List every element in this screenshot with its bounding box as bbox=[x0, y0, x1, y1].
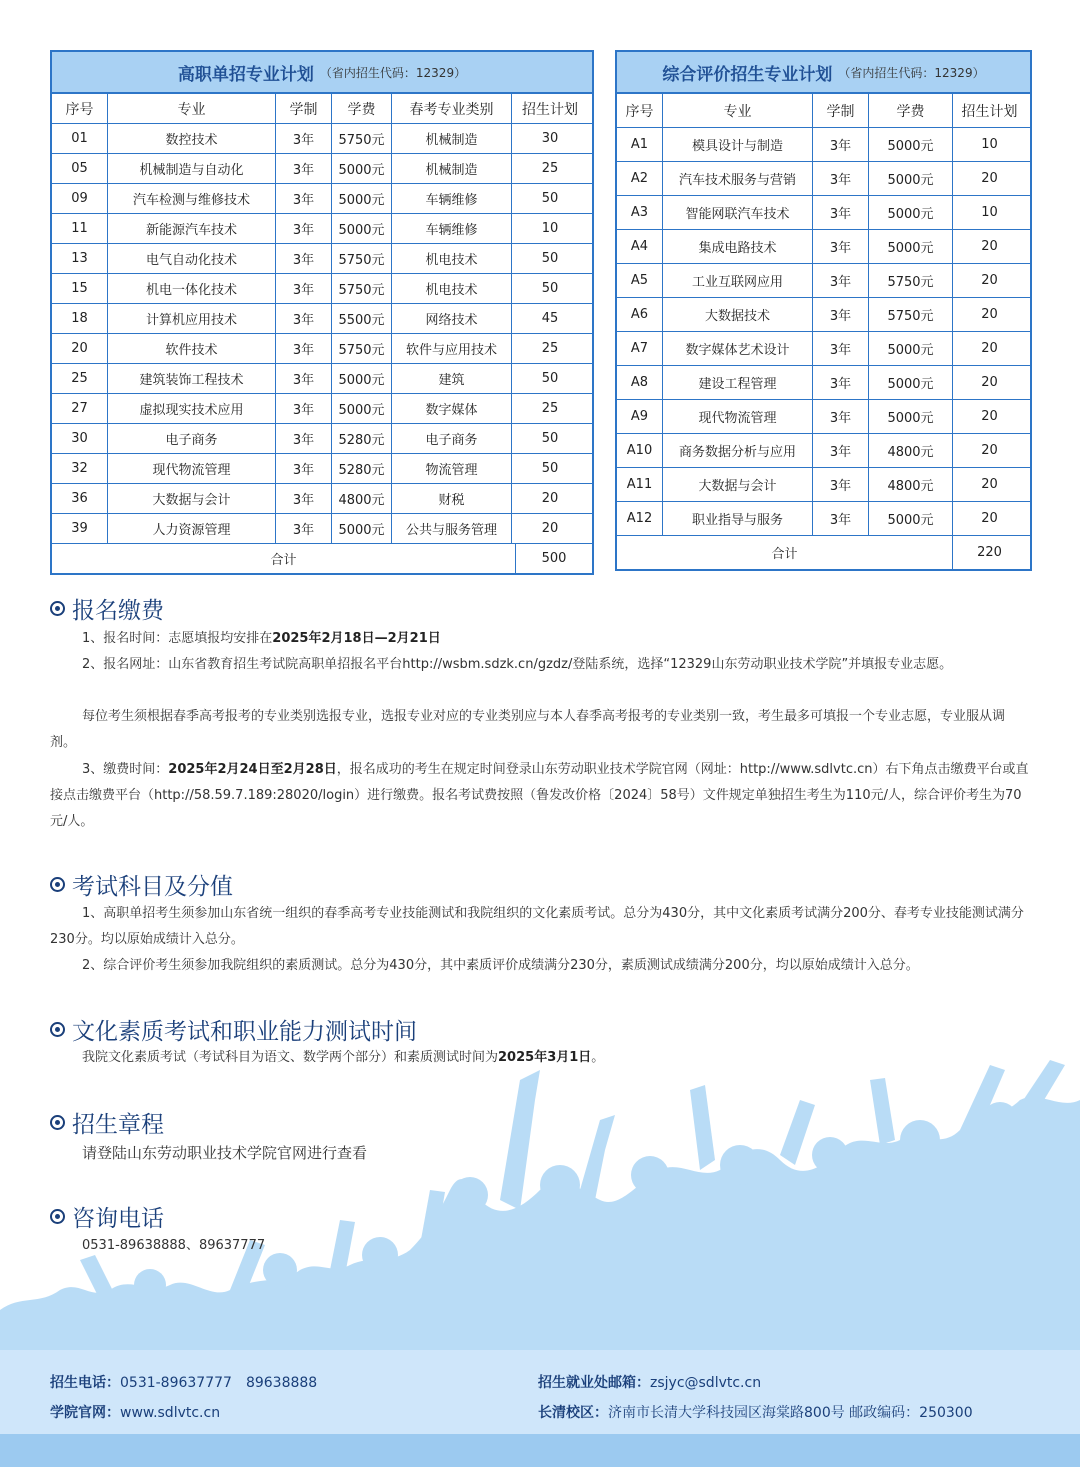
table-row bbox=[52, 244, 592, 274]
section-title-signup: 报名缴费 bbox=[50, 592, 164, 625]
table-cell: 4800元 bbox=[869, 434, 953, 467]
column-header: 招生计划 bbox=[522, 101, 578, 118]
table-cell: 建设工程管理 bbox=[663, 366, 813, 399]
table-cell: 5750元 bbox=[332, 334, 392, 363]
table-row bbox=[52, 124, 592, 154]
table-cell: 机电一体化技术 bbox=[108, 274, 276, 303]
table-cell: 汽车检测与维修技术 bbox=[108, 184, 276, 213]
table-cell: 数字媒体 bbox=[392, 394, 512, 423]
table-row bbox=[52, 274, 592, 304]
table-row bbox=[52, 484, 592, 514]
table-cell: 机电技术 bbox=[392, 274, 512, 303]
table-cell: 大数据与会计 bbox=[108, 484, 276, 513]
table-header-row bbox=[52, 94, 592, 124]
table-cell: 3年 bbox=[813, 196, 869, 229]
target-circle-icon bbox=[50, 1115, 65, 1130]
table-row bbox=[617, 230, 1030, 264]
table-cell: 大数据技术 bbox=[663, 298, 813, 331]
table-cell: 13 bbox=[52, 244, 108, 273]
table-cell: 模具设计与制造 bbox=[663, 128, 813, 161]
table-cell: 3年 bbox=[813, 366, 869, 399]
table-cell: 3年 bbox=[813, 332, 869, 365]
target-circle-icon bbox=[50, 1022, 65, 1037]
table-cell: 20 bbox=[981, 511, 998, 526]
table-cell: 4800元 bbox=[332, 484, 392, 513]
table-cell: 3年 bbox=[813, 298, 869, 331]
table-cell: 3年 bbox=[813, 400, 869, 433]
table-cell: 车辆维修 bbox=[392, 214, 512, 243]
table-cell: 5000元 bbox=[332, 364, 392, 393]
table-cell: 5280元 bbox=[332, 424, 392, 453]
table-cell: 5000元 bbox=[869, 196, 953, 229]
table-row bbox=[617, 128, 1030, 162]
table-cell: 25 bbox=[541, 161, 559, 176]
table-cell: 50 bbox=[541, 371, 559, 386]
table-cell: 3年 bbox=[813, 468, 869, 501]
table-cell: 5750元 bbox=[869, 264, 953, 297]
column-header: 学费 bbox=[869, 94, 953, 127]
table-cell: 5280元 bbox=[332, 454, 392, 483]
table-cell: 智能网联汽车技术 bbox=[663, 196, 813, 229]
table-cell: 4800元 bbox=[869, 468, 953, 501]
table-cell: 财税 bbox=[392, 484, 512, 513]
table-cell: 39 bbox=[52, 514, 108, 543]
table-cell: 3年 bbox=[276, 394, 332, 423]
table-cell: 建筑装饰工程技术 bbox=[108, 364, 276, 393]
table-cell: 软件与应用技术 bbox=[392, 334, 512, 363]
table-cell: 电子商务 bbox=[392, 424, 512, 453]
table-cell: 电气自动化技术 bbox=[108, 244, 276, 273]
table-cell: 3年 bbox=[276, 484, 332, 513]
table-cell: 25 bbox=[541, 401, 559, 416]
table-row bbox=[617, 332, 1030, 366]
table-cell: 5500元 bbox=[332, 304, 392, 333]
paragraph: 2、综合评价考生须参加我院组织的素质测试。总分为430分，其中素质评价成绩满分230分，素质测试成绩满分200分，均以原始成绩计入总分。 bbox=[82, 958, 919, 973]
table-cell: 20 bbox=[981, 341, 998, 356]
table-cell: 30 bbox=[52, 424, 108, 453]
table-cell: 3年 bbox=[813, 434, 869, 467]
column-header: 春考专业类别 bbox=[392, 94, 512, 123]
table-cell: 5000元 bbox=[869, 230, 953, 263]
table-cell: 集成电路技术 bbox=[663, 230, 813, 263]
table-cell: 3年 bbox=[813, 230, 869, 263]
table-row bbox=[52, 184, 592, 214]
target-circle-icon bbox=[50, 877, 65, 892]
section-title-exam-time: 文化素质考试和职业能力测试时间 bbox=[50, 1013, 417, 1046]
table-cell: 机械制造 bbox=[392, 154, 512, 183]
table-cell: 现代物流管理 bbox=[663, 400, 813, 433]
table-cell: 11 bbox=[52, 214, 108, 243]
table-cell: 3年 bbox=[276, 214, 332, 243]
table-cell: 3年 bbox=[813, 128, 869, 161]
table-cell: A6 bbox=[617, 298, 663, 331]
table-row bbox=[52, 454, 592, 484]
table-cell: 09 bbox=[52, 184, 108, 213]
table-cell: 3年 bbox=[276, 334, 332, 363]
table-cell: 20 bbox=[52, 334, 108, 363]
table-cell: 3年 bbox=[276, 184, 332, 213]
table-cell: 3年 bbox=[276, 124, 332, 153]
table-cell: A1 bbox=[617, 128, 663, 161]
table-cell: 50 bbox=[541, 191, 559, 206]
table-cell: 数字媒体艺术设计 bbox=[663, 332, 813, 365]
table-cell: 机电技术 bbox=[392, 244, 512, 273]
table-cell: 50 bbox=[541, 431, 559, 446]
table-cell: 公共与服务管理 bbox=[392, 514, 512, 543]
total-value: 500 bbox=[541, 551, 567, 566]
column-header: 序号 bbox=[617, 94, 663, 127]
table-cell: 5000元 bbox=[332, 214, 392, 243]
table-cell: 5000元 bbox=[869, 162, 953, 195]
table-cell: A9 bbox=[617, 400, 663, 433]
table-cell: 车辆维修 bbox=[392, 184, 512, 213]
column-header: 学制 bbox=[276, 94, 332, 123]
table-cell: 软件技术 bbox=[108, 334, 276, 363]
table-title: 综合评价招生专业计划 （省内招生代码：12329） bbox=[617, 52, 1030, 94]
table-cell: A4 bbox=[617, 230, 663, 263]
table-cell: A12 bbox=[617, 502, 663, 535]
table-row bbox=[52, 154, 592, 184]
table-cell: 20 bbox=[981, 477, 998, 492]
column-header: 学制 bbox=[813, 94, 869, 127]
table-cell: 3年 bbox=[813, 264, 869, 297]
table-row bbox=[617, 264, 1030, 298]
table-row bbox=[52, 424, 592, 454]
table-cell: 20 bbox=[981, 375, 998, 390]
section-title-contact: 咨询电话 bbox=[50, 1200, 164, 1233]
table-cell: 20 bbox=[981, 307, 998, 322]
table-cell: 5750元 bbox=[332, 274, 392, 303]
table-cell: 50 bbox=[541, 281, 559, 296]
table-cell: 50 bbox=[541, 251, 559, 266]
table-row bbox=[52, 394, 592, 424]
footer-campus-address: 长清校区：济南市长清大学科技园区海棠路800号 邮政编码：250300 bbox=[538, 1405, 973, 1421]
total-label: 合计 bbox=[617, 536, 953, 569]
table-cell: 3年 bbox=[276, 244, 332, 273]
table-cell: 20 bbox=[981, 239, 998, 254]
table-cell: 20 bbox=[981, 171, 998, 186]
comprehensive-evaluation-table bbox=[615, 50, 1032, 571]
paragraph: 2、报名网址：山东省教育招生考试院高职单招报名平台http://wsbm.sdzk.cn/gzdz/登陆系统，选择“12329山东劳动职业技术学院”并填报专业志愿。 bbox=[82, 657, 953, 672]
table-cell: 10 bbox=[541, 221, 559, 236]
table-cell: 36 bbox=[52, 484, 108, 513]
table-cell: 人力资源管理 bbox=[108, 514, 276, 543]
paragraph: 0531-89638888、89637777 bbox=[82, 1238, 266, 1253]
table-cell: 25 bbox=[541, 341, 559, 356]
table-cell: 32 bbox=[52, 454, 108, 483]
footer-email[interactable]: 招生就业处邮箱：zsjyc@sdlvtc.cn bbox=[538, 1375, 762, 1391]
table-title: 高职单招专业计划 （省内招生代码：12329） bbox=[52, 52, 592, 94]
table-cell: A3 bbox=[617, 196, 663, 229]
table-cell: 20 bbox=[541, 521, 559, 536]
table-cell: A11 bbox=[617, 468, 663, 501]
table-cell: 5000元 bbox=[332, 514, 392, 543]
paragraph: 1、高职单招考生须参加山东省统一组织的春季高考专业技能测试和我院组织的文化素质考试。总分为430分，其中文化素质考试满分200分、春考专业技能测试满分230分。均以原始成绩计入总分。 bbox=[50, 906, 1024, 947]
table-cell: 3年 bbox=[276, 154, 332, 183]
table-cell: 3年 bbox=[276, 304, 332, 333]
table-cell: 机械制造与自动化 bbox=[108, 154, 276, 183]
table-cell: 5000元 bbox=[869, 332, 953, 365]
table-cell: A8 bbox=[617, 366, 663, 399]
table-row bbox=[617, 162, 1030, 196]
table-row bbox=[617, 502, 1030, 536]
table-header-row bbox=[617, 94, 1030, 128]
table-cell: 50 bbox=[541, 461, 559, 476]
vocational-admission-table bbox=[50, 50, 594, 575]
section-title-exam: 考试科目及分值 bbox=[50, 868, 233, 901]
table-row bbox=[52, 514, 592, 544]
table-cell: 5000元 bbox=[869, 128, 953, 161]
table-cell: 大数据与会计 bbox=[663, 468, 813, 501]
table-row bbox=[617, 366, 1030, 400]
paragraph: 1、报名时间：志愿填报均安排在2025年2月18日—2月21日 bbox=[82, 631, 441, 646]
column-header: 序号 bbox=[52, 94, 108, 123]
table-cell: 01 bbox=[52, 124, 108, 153]
table-cell: 现代物流管理 bbox=[108, 454, 276, 483]
table-cell: 3年 bbox=[276, 424, 332, 453]
table-cell: 5000元 bbox=[869, 366, 953, 399]
table-row bbox=[617, 468, 1030, 502]
table-cell: 30 bbox=[541, 131, 559, 146]
table-cell: 15 bbox=[52, 274, 108, 303]
target-circle-icon bbox=[50, 601, 65, 616]
table-cell: 机械制造 bbox=[392, 124, 512, 153]
total-label: 合计 bbox=[52, 544, 516, 573]
paragraph: 请登陆山东劳动职业技术学院官网进行查看 bbox=[82, 1144, 368, 1162]
table-cell: 05 bbox=[52, 154, 108, 183]
table-cell: 20 bbox=[541, 491, 559, 506]
table-cell: 3年 bbox=[813, 162, 869, 195]
table-cell: 27 bbox=[52, 394, 108, 423]
table-cell: 20 bbox=[981, 443, 998, 458]
table-cell: 5000元 bbox=[332, 184, 392, 213]
table-cell: 5000元 bbox=[869, 502, 953, 535]
table-row bbox=[617, 400, 1030, 434]
paragraph: 每位考生须根据春季高考报考的专业类别选报专业，选报专业对应的专业类别应与本人春季高考报考的专业类别一致，考生最多可填报一个专业志愿，专业服从调剂。 bbox=[50, 709, 1006, 750]
table-cell: 职业指导与服务 bbox=[663, 502, 813, 535]
table-cell: 物流管理 bbox=[392, 454, 512, 483]
table-cell: A10 bbox=[617, 434, 663, 467]
table-cell: 5000元 bbox=[332, 394, 392, 423]
table-row bbox=[52, 304, 592, 334]
target-circle-icon bbox=[50, 1209, 65, 1224]
table-row bbox=[52, 214, 592, 244]
table-row bbox=[52, 334, 592, 364]
table-cell: 10 bbox=[981, 137, 998, 152]
table-total-row bbox=[52, 544, 592, 573]
table-cell: 电子商务 bbox=[108, 424, 276, 453]
table-cell: 汽车技术服务与营销 bbox=[663, 162, 813, 195]
table-cell: 45 bbox=[541, 311, 559, 326]
table-cell: 20 bbox=[981, 273, 998, 288]
table-cell: 18 bbox=[52, 304, 108, 333]
table-cell: 虚拟现实技术应用 bbox=[108, 394, 276, 423]
table-cell: A7 bbox=[617, 332, 663, 365]
table-cell: 新能源汽车技术 bbox=[108, 214, 276, 243]
total-value: 220 bbox=[977, 545, 1002, 560]
paragraph: 3、缴费时间：2025年2月24日至2月28日，报名成功的考生在规定时间登录山东劳动职业技术学院官网（网址：http://www.sdlvtc.cn）右下角点击缴费平台或直接点击缴费平台（http://58.59.7.189:28020/login）进行缴费。报名考试费按照（鲁发改价格〔2024〕58号）文件规定单独招生考生为110元/人，综合评价考生为70元/人。 bbox=[50, 762, 1029, 829]
section-title-admission-rules: 招生章程 bbox=[50, 1106, 164, 1139]
table-row bbox=[617, 434, 1030, 468]
table-cell: 建筑 bbox=[392, 364, 512, 393]
table-cell: 网络技术 bbox=[392, 304, 512, 333]
table-cell: 3年 bbox=[813, 502, 869, 535]
table-cell: 5000元 bbox=[332, 154, 392, 183]
table-cell: A2 bbox=[617, 162, 663, 195]
table-cell: 3年 bbox=[276, 274, 332, 303]
column-header: 专业 bbox=[663, 94, 813, 127]
table-cell: 数控技术 bbox=[108, 124, 276, 153]
bottom-band bbox=[0, 1434, 1080, 1467]
table-cell: A5 bbox=[617, 264, 663, 297]
paragraph: 我院文化素质考试（考试科目为语文、数学两个部分）和素质测试时间为2025年3月1日。 bbox=[82, 1050, 605, 1065]
table-cell: 25 bbox=[52, 364, 108, 393]
table-cell: 5750元 bbox=[332, 124, 392, 153]
column-header: 学费 bbox=[332, 94, 392, 123]
table-cell: 3年 bbox=[276, 364, 332, 393]
footer-phone: 招生电话：0531-89637777 89638888 bbox=[50, 1375, 318, 1391]
footer-website[interactable]: 学院官网：www.sdlvtc.cn bbox=[50, 1405, 221, 1421]
table-cell: 计算机应用技术 bbox=[108, 304, 276, 333]
table-row bbox=[617, 196, 1030, 230]
table-cell: 工业互联网应用 bbox=[663, 264, 813, 297]
table-cell: 商务数据分析与应用 bbox=[663, 434, 813, 467]
table-total-row bbox=[617, 536, 1030, 569]
column-header: 专业 bbox=[108, 94, 276, 123]
table-cell: 10 bbox=[981, 205, 998, 220]
table-cell: 20 bbox=[981, 409, 998, 424]
table-cell: 5750元 bbox=[332, 244, 392, 273]
table-cell: 5750元 bbox=[869, 298, 953, 331]
table-cell: 5000元 bbox=[869, 400, 953, 433]
column-header: 招生计划 bbox=[961, 103, 1018, 120]
table-cell: 3年 bbox=[276, 454, 332, 483]
table-cell: 3年 bbox=[276, 514, 332, 543]
table-row bbox=[52, 364, 592, 394]
table-row bbox=[617, 298, 1030, 332]
